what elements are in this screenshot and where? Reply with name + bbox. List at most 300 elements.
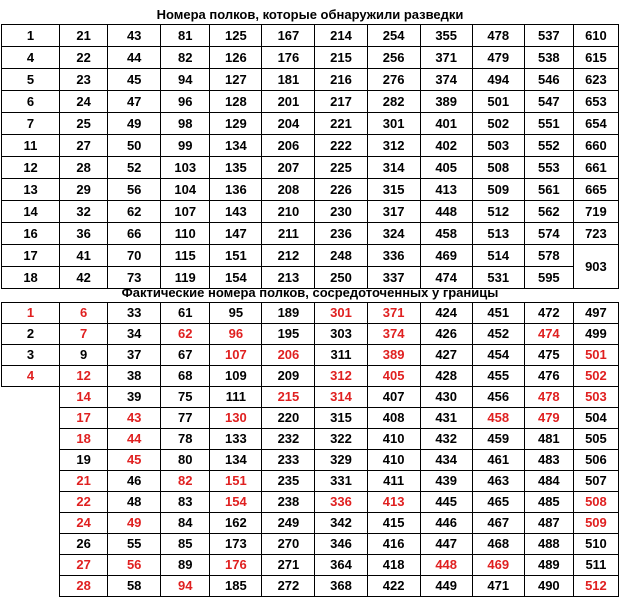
table-row: [2, 135, 619, 157]
table-cell: 230: [315, 201, 367, 223]
table-cell: 276: [367, 69, 420, 91]
table-cell: 405: [420, 157, 472, 179]
table-cell: 503: [573, 387, 618, 408]
table-cell: 21: [60, 471, 108, 492]
table-row: [2, 513, 619, 534]
table-cell: 723: [573, 223, 618, 245]
table-cell: 22: [60, 492, 108, 513]
table-row: [2, 324, 619, 345]
table-cell: 136: [210, 179, 262, 201]
table-cell: 49: [108, 513, 161, 534]
table-cell: 426: [420, 324, 472, 345]
table-cell: 504: [573, 408, 618, 429]
table-cell: 401: [420, 113, 472, 135]
table-cell: 410: [367, 429, 420, 450]
table-cell: 32: [60, 201, 108, 223]
table-cell: 329: [315, 450, 367, 471]
table-cell: 513: [472, 223, 524, 245]
table-cell: 312: [367, 135, 420, 157]
table-cell: 17: [2, 245, 60, 267]
actual-regiments-table: [1, 302, 619, 597]
table-cell: 448: [420, 555, 472, 576]
table-cell: 221: [315, 113, 367, 135]
table-cell: 220: [262, 408, 315, 429]
table-row: [2, 345, 619, 366]
table-cell: 70: [108, 245, 161, 267]
table-row: [2, 387, 619, 408]
table-cell: 75: [161, 387, 210, 408]
table-cell: 415: [367, 513, 420, 534]
table-cell: 208: [262, 179, 315, 201]
table-cell: 1: [2, 25, 60, 47]
empty-cell: [2, 450, 60, 471]
table2-title: Фактические номера полков, сосредоточенных у границы: [121, 285, 499, 300]
table-cell: 16: [2, 223, 60, 245]
table-cell: 256: [367, 47, 420, 69]
table-cell: 416: [367, 534, 420, 555]
table-cell: 98: [161, 113, 210, 135]
table-cell: 484: [524, 471, 573, 492]
table-cell: 104: [161, 179, 210, 201]
table-cell: 315: [315, 408, 367, 429]
table-cell: 467: [472, 513, 524, 534]
table-cell: 451: [472, 303, 524, 324]
table-cell: 463: [472, 471, 524, 492]
table-cell: 497: [573, 303, 618, 324]
table-cell: 44: [108, 47, 161, 69]
table-cell: 331: [315, 471, 367, 492]
table-cell: 1: [2, 303, 60, 324]
table-cell: 405: [367, 366, 420, 387]
table-cell: 511: [573, 555, 618, 576]
table-cell: 5: [2, 69, 60, 91]
table-cell: 478: [524, 387, 573, 408]
table-cell: 317: [367, 201, 420, 223]
table-cell: 167: [262, 25, 315, 47]
table-cell: 562: [524, 201, 573, 223]
table-cell: 9: [60, 345, 108, 366]
table-cell: 374: [367, 324, 420, 345]
table-cell: 411: [367, 471, 420, 492]
table-cell: 22: [60, 47, 108, 69]
table-cell: 510: [573, 534, 618, 555]
table-cell: 25: [60, 113, 108, 135]
table-cell: 424: [420, 303, 472, 324]
table-cell: 45: [108, 450, 161, 471]
table-cell: 509: [573, 513, 618, 534]
table-cell: 422: [367, 576, 420, 597]
table-cell: 109: [210, 366, 262, 387]
table-cell: 312: [315, 366, 367, 387]
table-row: [2, 534, 619, 555]
table-cell: 653: [573, 91, 618, 113]
table-cell: 448: [420, 201, 472, 223]
table-cell: 501: [472, 91, 524, 113]
table-cell: 4: [2, 47, 60, 69]
table-cell: 62: [108, 201, 161, 223]
table-cell: 39: [108, 387, 161, 408]
table-cell: 217: [315, 91, 367, 113]
table-cell: 249: [262, 513, 315, 534]
table-cell: 389: [367, 345, 420, 366]
table-cell: 215: [315, 47, 367, 69]
table-cell: 471: [472, 576, 524, 597]
table-cell: 311: [315, 345, 367, 366]
table-cell: 428: [420, 366, 472, 387]
table-cell: 250: [315, 267, 367, 289]
table-cell: 665: [573, 179, 618, 201]
table-cell: 445: [420, 492, 472, 513]
table-cell: 322: [315, 429, 367, 450]
table-row: [2, 555, 619, 576]
table-cell: 413: [420, 179, 472, 201]
table-cell: 389: [420, 91, 472, 113]
table-cell: 27: [60, 555, 108, 576]
table-cell: 7: [60, 324, 108, 345]
table-cell: 55: [108, 534, 161, 555]
table-cell: 24: [60, 91, 108, 113]
table-cell: 96: [161, 91, 210, 113]
table-cell: 12: [2, 157, 60, 179]
empty-cell: [2, 492, 60, 513]
table-cell: 551: [524, 113, 573, 135]
table-cell: 474: [524, 324, 573, 345]
table-cell: 474: [420, 267, 472, 289]
table-cell: 342: [315, 513, 367, 534]
table-cell: 47: [108, 91, 161, 113]
table-cell: 355: [420, 25, 472, 47]
table-cell: 903: [573, 245, 618, 289]
table-cell: 82: [161, 471, 210, 492]
table-cell: 143: [210, 201, 262, 223]
table-cell: 552: [524, 135, 573, 157]
empty-cell: [2, 576, 60, 597]
table-cell: 43: [108, 408, 161, 429]
table-cell: 514: [472, 245, 524, 267]
table-cell: 337: [367, 267, 420, 289]
table-cell: 18: [60, 429, 108, 450]
table-cell: 19: [60, 450, 108, 471]
table-cell: 430: [420, 387, 472, 408]
table-cell: 479: [524, 408, 573, 429]
table-cell: 478: [472, 25, 524, 47]
table-cell: 49: [108, 113, 161, 135]
table-cell: 42: [60, 267, 108, 289]
table-cell: 574: [524, 223, 573, 245]
table-cell: 126: [210, 47, 262, 69]
table-cell: 6: [60, 303, 108, 324]
table-cell: 595: [524, 267, 573, 289]
table-cell: 578: [524, 245, 573, 267]
table-cell: 206: [262, 135, 315, 157]
table-cell: 623: [573, 69, 618, 91]
table-cell: 509: [472, 179, 524, 201]
empty-cell: [2, 429, 60, 450]
table-cell: 236: [315, 223, 367, 245]
table-cell: 212: [262, 245, 315, 267]
table-row: [2, 113, 619, 135]
table-cell: 85: [161, 534, 210, 555]
table-cell: 99: [161, 135, 210, 157]
table-cell: 128: [210, 91, 262, 113]
table-cell: 538: [524, 47, 573, 69]
table-cell: 407: [367, 387, 420, 408]
table-cell: 303: [315, 324, 367, 345]
table-cell: 452: [472, 324, 524, 345]
table-cell: 374: [420, 69, 472, 91]
table-cell: 134: [210, 135, 262, 157]
table-row: [2, 408, 619, 429]
table-row: [2, 91, 619, 113]
table-cell: 507: [573, 471, 618, 492]
empty-cell: [2, 387, 60, 408]
table-cell: 469: [420, 245, 472, 267]
table-cell: 18: [2, 267, 60, 289]
table-cell: 501: [573, 345, 618, 366]
table-cell: 494: [472, 69, 524, 91]
table-cell: 402: [420, 135, 472, 157]
table-cell: 11: [2, 135, 60, 157]
table-cell: 26: [60, 534, 108, 555]
empty-cell: [2, 555, 60, 576]
table-cell: 77: [161, 408, 210, 429]
table-cell: 481: [524, 429, 573, 450]
table-cell: 446: [420, 513, 472, 534]
table-cell: 61: [161, 303, 210, 324]
table-cell: 207: [262, 157, 315, 179]
table-cell: 469: [472, 555, 524, 576]
table-cell: 439: [420, 471, 472, 492]
table-cell: 449: [420, 576, 472, 597]
table-cell: 34: [108, 324, 161, 345]
table-cell: 209: [262, 366, 315, 387]
table-cell: 410: [367, 450, 420, 471]
table-row: [2, 450, 619, 471]
table-cell: 28: [60, 576, 108, 597]
table-cell: 66: [108, 223, 161, 245]
table-cell: 483: [524, 450, 573, 471]
table-cell: 336: [315, 492, 367, 513]
table-cell: 431: [420, 408, 472, 429]
table-cell: 505: [573, 429, 618, 450]
table-cell: 215: [262, 387, 315, 408]
table-cell: 315: [367, 179, 420, 201]
table-cell: 28: [60, 157, 108, 179]
table-cell: 204: [262, 113, 315, 135]
table-cell: 135: [210, 157, 262, 179]
table-cell: 44: [108, 429, 161, 450]
table-cell: 485: [524, 492, 573, 513]
table-cell: 254: [367, 25, 420, 47]
table-cell: 176: [262, 47, 315, 69]
table-cell: 427: [420, 345, 472, 366]
table-cell: 336: [367, 245, 420, 267]
table-cell: 52: [108, 157, 161, 179]
table-cell: 615: [573, 47, 618, 69]
table-cell: 14: [2, 201, 60, 223]
table-cell: 73: [108, 267, 161, 289]
table-cell: 547: [524, 91, 573, 113]
table-cell: 454: [472, 345, 524, 366]
table-cell: 364: [315, 555, 367, 576]
table-cell: 248: [315, 245, 367, 267]
table-cell: 654: [573, 113, 618, 135]
table-cell: 154: [210, 267, 262, 289]
table-cell: 225: [315, 157, 367, 179]
table-cell: 719: [573, 201, 618, 223]
table-cell: 43: [108, 25, 161, 47]
empty-cell: [2, 408, 60, 429]
table-cell: 27: [60, 135, 108, 157]
table-cell: 95: [210, 303, 262, 324]
table-cell: 211: [262, 223, 315, 245]
table-row: [2, 69, 619, 91]
table-cell: 84: [161, 513, 210, 534]
table-cell: 111: [210, 387, 262, 408]
table-cell: 456: [472, 387, 524, 408]
table-cell: 206: [262, 345, 315, 366]
table-cell: 12: [60, 366, 108, 387]
table-cell: 432: [420, 429, 472, 450]
table-cell: 125: [210, 25, 262, 47]
table-cell: 468: [472, 534, 524, 555]
table-cell: 458: [472, 408, 524, 429]
table-row: [2, 366, 619, 387]
table-cell: 68: [161, 366, 210, 387]
table-cell: 185: [210, 576, 262, 597]
table-row: [2, 245, 619, 267]
table-cell: 96: [210, 324, 262, 345]
table-cell: 3: [2, 345, 60, 366]
table-row: [2, 201, 619, 223]
table-cell: 272: [262, 576, 315, 597]
table-cell: 502: [472, 113, 524, 135]
table-cell: 447: [420, 534, 472, 555]
table-cell: 46: [108, 471, 161, 492]
table-row: [2, 47, 619, 69]
table-cell: 537: [524, 25, 573, 47]
table-cell: 151: [210, 471, 262, 492]
table-cell: 181: [262, 69, 315, 91]
table-cell: 301: [367, 113, 420, 135]
table-cell: 107: [161, 201, 210, 223]
table-cell: 119: [161, 267, 210, 289]
table-cell: 314: [367, 157, 420, 179]
table-cell: 553: [524, 157, 573, 179]
table-cell: 162: [210, 513, 262, 534]
table-cell: 213: [262, 267, 315, 289]
table-cell: 147: [210, 223, 262, 245]
table-cell: 173: [210, 534, 262, 555]
table-cell: 270: [262, 534, 315, 555]
table-cell: 546: [524, 69, 573, 91]
table-cell: 103: [161, 157, 210, 179]
table-cell: 476: [524, 366, 573, 387]
table-cell: 56: [108, 179, 161, 201]
table-cell: 17: [60, 408, 108, 429]
table-cell: 371: [420, 47, 472, 69]
table-cell: 512: [573, 576, 618, 597]
table-cell: 508: [573, 492, 618, 513]
table-cell: 129: [210, 113, 262, 135]
table-row: [2, 179, 619, 201]
table-cell: 610: [573, 25, 618, 47]
table-cell: 33: [108, 303, 161, 324]
table-cell: 408: [367, 408, 420, 429]
table-cell: 48: [108, 492, 161, 513]
table-cell: 82: [161, 47, 210, 69]
table-cell: 235: [262, 471, 315, 492]
table-cell: 531: [472, 267, 524, 289]
table-cell: 455: [472, 366, 524, 387]
table-cell: 176: [210, 555, 262, 576]
table-cell: 475: [524, 345, 573, 366]
table-cell: 107: [210, 345, 262, 366]
table-cell: 58: [108, 576, 161, 597]
table-row: [2, 223, 619, 245]
table-cell: 189: [262, 303, 315, 324]
table-row: [2, 303, 619, 324]
table-cell: 661: [573, 157, 618, 179]
empty-cell: [2, 471, 60, 492]
table-cell: 29: [60, 179, 108, 201]
table-cell: 282: [367, 91, 420, 113]
table-cell: 50: [108, 135, 161, 157]
table-cell: 232: [262, 429, 315, 450]
table-row: [2, 25, 619, 47]
table-cell: 127: [210, 69, 262, 91]
table-cell: 89: [161, 555, 210, 576]
table-cell: 222: [315, 135, 367, 157]
table-cell: 489: [524, 555, 573, 576]
table-cell: 94: [161, 576, 210, 597]
table-cell: 13: [2, 179, 60, 201]
table-cell: 24: [60, 513, 108, 534]
empty-cell: [2, 513, 60, 534]
table-cell: 324: [367, 223, 420, 245]
table-cell: 81: [161, 25, 210, 47]
table-cell: 561: [524, 179, 573, 201]
table1-title: Номера полков, которые обнаружили разведки: [156, 7, 464, 22]
table-cell: 465: [472, 492, 524, 513]
table-cell: 134: [210, 450, 262, 471]
table-cell: 83: [161, 492, 210, 513]
table-cell: 488: [524, 534, 573, 555]
table-cell: 36: [60, 223, 108, 245]
table-cell: 314: [315, 387, 367, 408]
table-cell: 499: [573, 324, 618, 345]
table-cell: 512: [472, 201, 524, 223]
table-cell: 23: [60, 69, 108, 91]
table-cell: 115: [161, 245, 210, 267]
table-cell: 6: [2, 91, 60, 113]
table-cell: 80: [161, 450, 210, 471]
table-cell: 502: [573, 366, 618, 387]
table-cell: 238: [262, 492, 315, 513]
table-cell: 214: [315, 25, 367, 47]
table-row: [2, 429, 619, 450]
table-cell: 479: [472, 47, 524, 69]
table-row: [2, 492, 619, 513]
table-cell: 413: [367, 492, 420, 513]
table-cell: 133: [210, 429, 262, 450]
table-cell: 660: [573, 135, 618, 157]
table-cell: 301: [315, 303, 367, 324]
table-cell: 201: [262, 91, 315, 113]
table-cell: 461: [472, 450, 524, 471]
table-row: [2, 157, 619, 179]
table-cell: 490: [524, 576, 573, 597]
